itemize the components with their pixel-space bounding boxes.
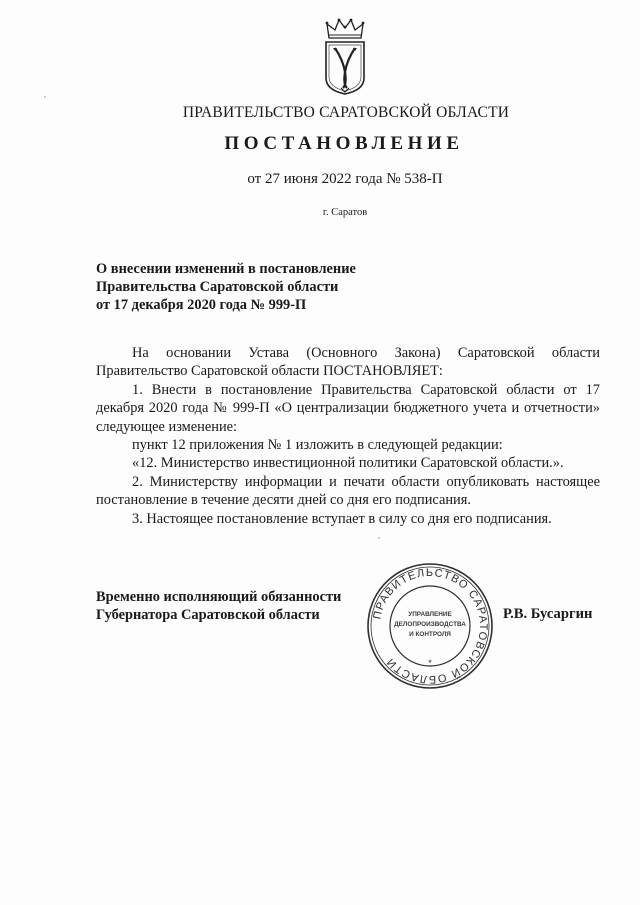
document-body <box>96 344 600 528</box>
position-line: Губернатора Саратовской области <box>96 607 320 623</box>
government-title: ПРАВИТЕЛЬСТВО САРАТОВСКОЙ ОБЛАСТИ <box>182 104 510 121</box>
body-paragraph: 3. Настоящее постановление вступает в силу со дня его подписания. <box>132 510 552 527</box>
subject-line: О внесении изменений в постановление <box>96 261 356 277</box>
scan-speck <box>44 96 46 98</box>
body-paragraph: 2. Министерству информации и печати области опубликовать настоящее постановление в течение десяти дней со дня его подписания. <box>96 473 600 509</box>
signatory-name: Р.В. Бусаргин <box>503 606 593 622</box>
stamp-outer-text-path: ПРАВИТЕЛЬСТВО САРАТОВСКОЙ ОБЛАСТИ <box>371 566 490 686</box>
body-paragraph: пункт 12 приложения № 1 изложить в следующей редакции: <box>132 437 503 454</box>
document-type-title: ПОСТАНОВЛЕНИЕ <box>224 133 464 154</box>
document-subject <box>96 260 426 314</box>
document-date-number: от 27 июня 2022 года № 538-П <box>247 171 443 187</box>
stamp-inner-line: УПРАВЛЕНИЕ <box>408 611 452 618</box>
stamp-inner-line: ДЕЛОПРОИЗВОДСТВА <box>394 621 466 628</box>
scan-speck <box>378 537 380 539</box>
stamp-inner-line: И КОНТРОЛЯ <box>409 631 451 638</box>
stamp-star: * <box>428 658 432 668</box>
document-city: г. Саратов <box>322 207 368 218</box>
body-paragraph: «12. Министерство инвестиционной политики Саратовской области.». <box>132 455 564 472</box>
signatory-position <box>96 588 376 624</box>
saratov-coat-of-arms-icon <box>321 18 369 96</box>
position-line: Временно исполняющий обязанности <box>96 589 342 605</box>
subject-line: от 17 декабря 2020 года № 999-П <box>96 297 307 313</box>
stamp-inner-text <box>392 610 468 640</box>
subject-line: Правительства Саратовской области <box>96 279 339 295</box>
body-paragraph: На основании Устава (Основного Закона) Саратовской области Правительство Саратовской области ПОСТАНОВЛЯЕТ: <box>96 345 600 380</box>
body-paragraph: 1. Внести в постановление Правительства Саратовской области от 17 декабря 2020 года № 999-П «О централизации бюджетного учета и отчетности» следующее изменение: <box>96 381 600 435</box>
